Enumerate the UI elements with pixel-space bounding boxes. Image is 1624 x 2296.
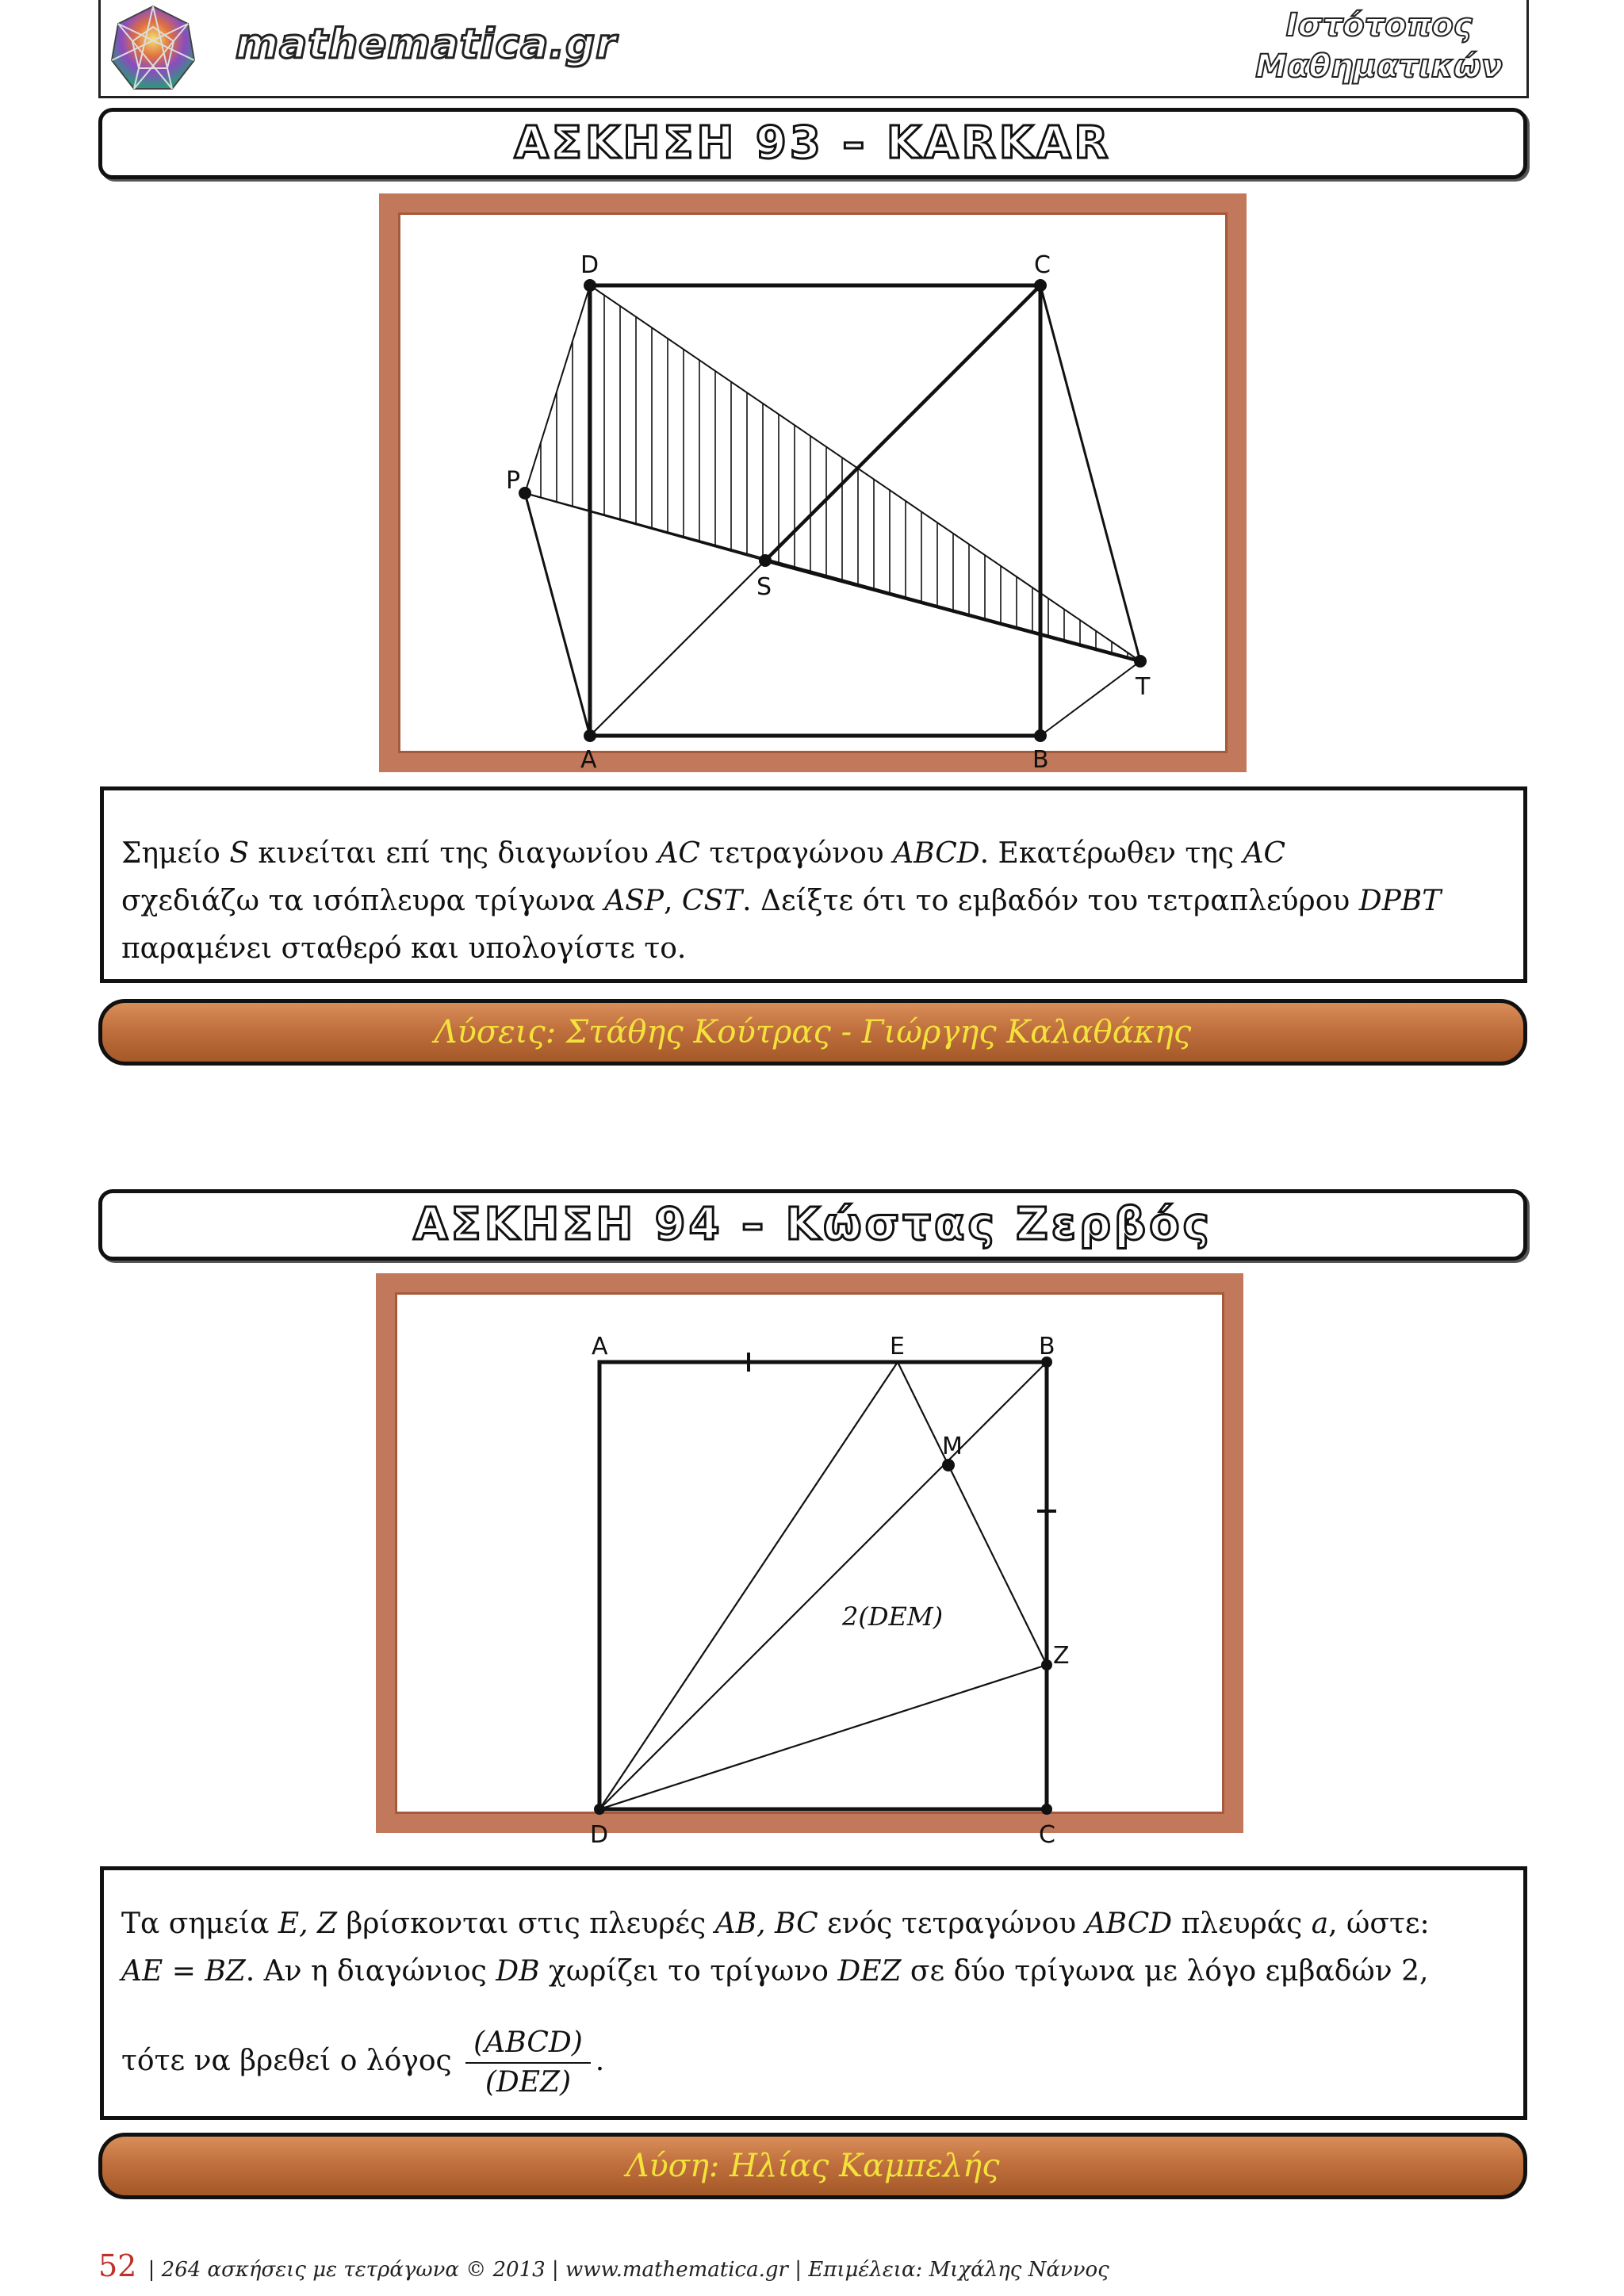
- site-name: mathematica.gr: [236, 21, 617, 68]
- exercise-93-figure: [398, 212, 1266, 791]
- exercise-93-points: [519, 279, 1147, 742]
- exercise-93-line-3: παραμένει σταθερό και υπολογίστε το.: [121, 932, 687, 965]
- exercise-93-line-2: σχεδιάζω τα ισόπλευρα τρίγωνα ASP, CST. Δείξτε ότι το εμβαδόν του τετραπλεύρου DPBT: [121, 885, 1442, 917]
- exercise-94-title: ΑΣΚΗΣΗ 94 – Κώστας Ζερβός: [413, 1199, 1212, 1250]
- label-a: A: [580, 746, 597, 774]
- label-b: B: [1032, 746, 1049, 774]
- exercise-94-line-1: Τα σημεία E, Z βρίσκονται στις πλευρές AB, BC ενός τετραγώνου ABCD πλευράς a, ώστε:: [121, 1908, 1430, 1940]
- footer-text: | 264 ασκήσεις με τετράγωνα © 2013 | www.mathematica.gr | Επιμέλεια: Μιχάλης Νάννος: [147, 2258, 1109, 2282]
- page-number: 52: [98, 2248, 137, 2283]
- exercise-93-lines: [525, 285, 1140, 736]
- exercise-94-line-2: AE = BZ. Αν η διαγώνιος DB χωρίζει το τρίγωνο DEZ σε δύο τρίγωνα με λόγο εμβαδών 2,: [121, 1955, 1429, 1988]
- segment-de: [599, 1362, 898, 1809]
- segment-ct: [1040, 285, 1140, 661]
- page-footer: [98, 2248, 1109, 2283]
- label-t: T: [1136, 673, 1151, 701]
- label-b: B: [1039, 1333, 1055, 1360]
- label-a: A: [592, 1333, 608, 1360]
- label-e: E: [890, 1333, 905, 1360]
- exercise-94-statement: [100, 1866, 1527, 2120]
- exercise-93-title: ΑΣΚΗΣΗ 93 – KARKAR: [514, 117, 1112, 169]
- segment-bt: [1040, 661, 1140, 736]
- exercise-94-lines: [599, 1353, 1056, 1809]
- segment-dp: [525, 285, 590, 493]
- diagonal-db: [599, 1362, 1047, 1809]
- exercise-93-line-1: Σημείο S κινείται επί της διαγωνίου AC τετραγώνου ABCD. Εκατέρωθεν της AC: [121, 837, 1286, 870]
- exercise-94-solver[interactable]: Λύση: Ηλίας Καμπελής: [626, 2148, 1000, 2184]
- segment-dt: [590, 285, 1140, 661]
- segment-pt: [525, 493, 1140, 661]
- label-c: C: [1034, 251, 1051, 279]
- page-header: [98, 0, 1529, 98]
- label-s: S: [756, 573, 772, 601]
- exercise-93-solution-link[interactable]: [98, 999, 1527, 1066]
- label-z: Z: [1053, 1642, 1070, 1670]
- label-c: C: [1039, 1821, 1055, 1849]
- segment-sc: [765, 285, 1040, 561]
- exercise-94-title-box: [98, 1189, 1527, 1261]
- exercise-93-title-box: [98, 108, 1527, 179]
- site-tagline: [1255, 5, 1503, 87]
- exercise-93-statement: [100, 786, 1527, 983]
- logo-icon: [105, 3, 201, 95]
- exercise-94-figure-frame: [376, 1273, 1243, 1849]
- segment-dz: [599, 1665, 1047, 1809]
- ratio-fraction: $\frac{\text{(ABCD)}}{\text{(DEZ)}}$: [465, 2024, 591, 2102]
- exercise-94-figure: [395, 1292, 1262, 1852]
- label-area-2dem: 2(DEM): [842, 1601, 944, 1632]
- exercise-94-line-3: τότε να βρεθεί ο λόγος $\frac{\text{(ABCD)}}{\text{(DEZ)}}$ .: [121, 2024, 1506, 2102]
- exercise-93-solvers[interactable]: Λύσεις: Στάθης Κούτρας - Γιώργης Καλαθάκης: [434, 1014, 1192, 1050]
- label-d: D: [590, 1821, 609, 1849]
- exercise-94-solution-link[interactable]: [98, 2133, 1527, 2199]
- label-p: P: [506, 467, 521, 495]
- label-m: M: [942, 1433, 963, 1460]
- tagline-line-2: Μαθηματικών: [1255, 48, 1503, 85]
- exercise-93-figure-frame: [379, 193, 1247, 772]
- tagline-line-1: Ιστότοπος: [1285, 7, 1473, 44]
- label-d: D: [580, 251, 599, 279]
- segment-ap: [525, 493, 590, 736]
